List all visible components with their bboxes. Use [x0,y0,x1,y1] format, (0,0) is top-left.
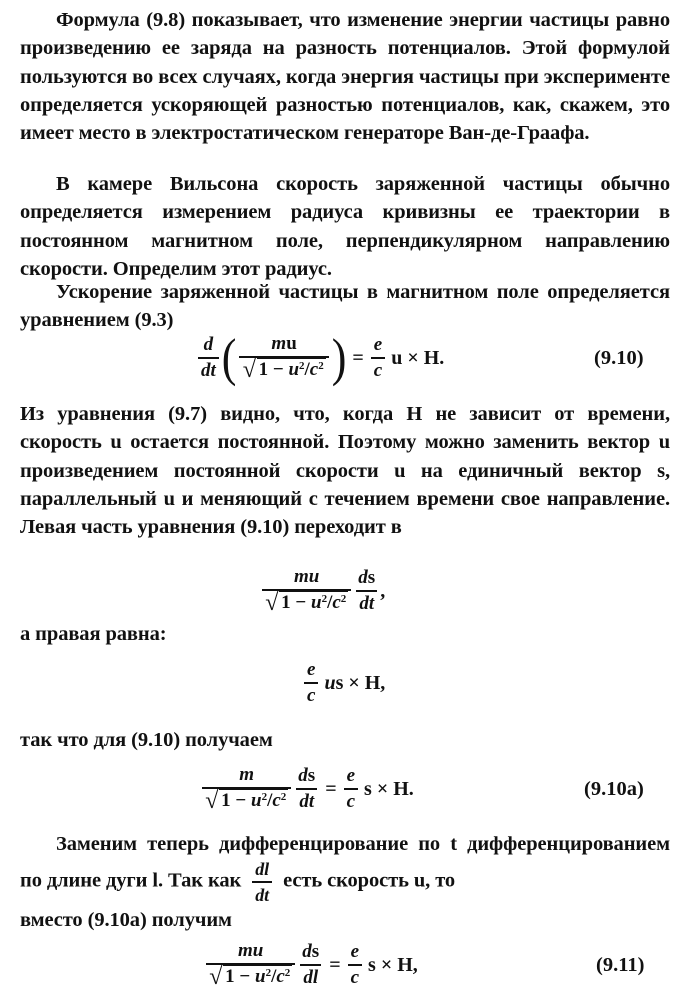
paragraph-1: Формула (9.8) показывает, что изменение энергии частицы равно произведению ее заряда на разность потенциалов. Этой формулой пользуются во всех случаях, когда энергия частицы при эксперименте определяется ускоряющей разностью потенциалов, как, скажем, это имеет место в электростатическом генераторе Ван-де-Граафа. [20,9,670,145]
equation-right-part [0,650,690,716]
paragraph-3: Ускорение заряженной частицы в магнитном поле определяется уравнением (9.3) [20,281,670,332]
equation-9-10-formula: $\frac{d}{dt}$ ( mu √ $1 - u^2/c^2$ ) = $\frac{e}{c}$ u × H. [196,325,444,391]
paragraph-6: так что для (9.10) получаем [20,729,273,751]
equation-left-part-formula: mu √ $1 - u^2/c^2$ $\frac{ds}{dt}$ , [260,558,385,624]
equation-number: (9.10) [594,346,644,369]
equation-number: (9.10a) [584,777,644,800]
paragraph-2: В камере Вильсона скорость заряженной частицы обычно определяется измерением радиуса кривизны ее траектории в постоянном магнитном поле, перпендикулярном направлению скорости. Определим этот радиус. [20,173,670,280]
equation-9-10 [0,325,690,391]
equation-9-11-formula: mu √ $1 - u^2/c^2$ $\frac{ds}{dl}$ = $\frac{e}{c}$ s × H, [204,932,418,998]
equation-number: (9.11) [596,953,645,976]
equation-9-11 [0,932,690,998]
paragraph-7: Заменим теперь дифференцирование по t дифференцированием по длине дуги l. Так как $\frac{dl}{dt}$ есть скорость u, то вместо (9.10а) получим [20,833,670,932]
paragraph-4: Из уравнения (9.7) видно, что, когда H не зависит от времени, скорость u остается постоянной. Поэтому можно заменить вектор u произведением постоянной скорости u на единичный вектор s, параллельный u и меняющий с течением времени свое направление. Левая часть уравнения (9.10) переходит в [20,403,670,539]
paragraph-5: а правая равна: [20,623,167,645]
equation-9-10a [0,756,690,822]
equation-right-part-formula: $\frac{e}{c}$ us × H, [302,650,385,716]
equation-left-part [0,558,690,624]
equation-9-10a-formula: m √ $1 - u^2/c^2$ $\frac{ds}{dt}$ = $\frac{e}{c}$ s × H. [200,756,414,822]
